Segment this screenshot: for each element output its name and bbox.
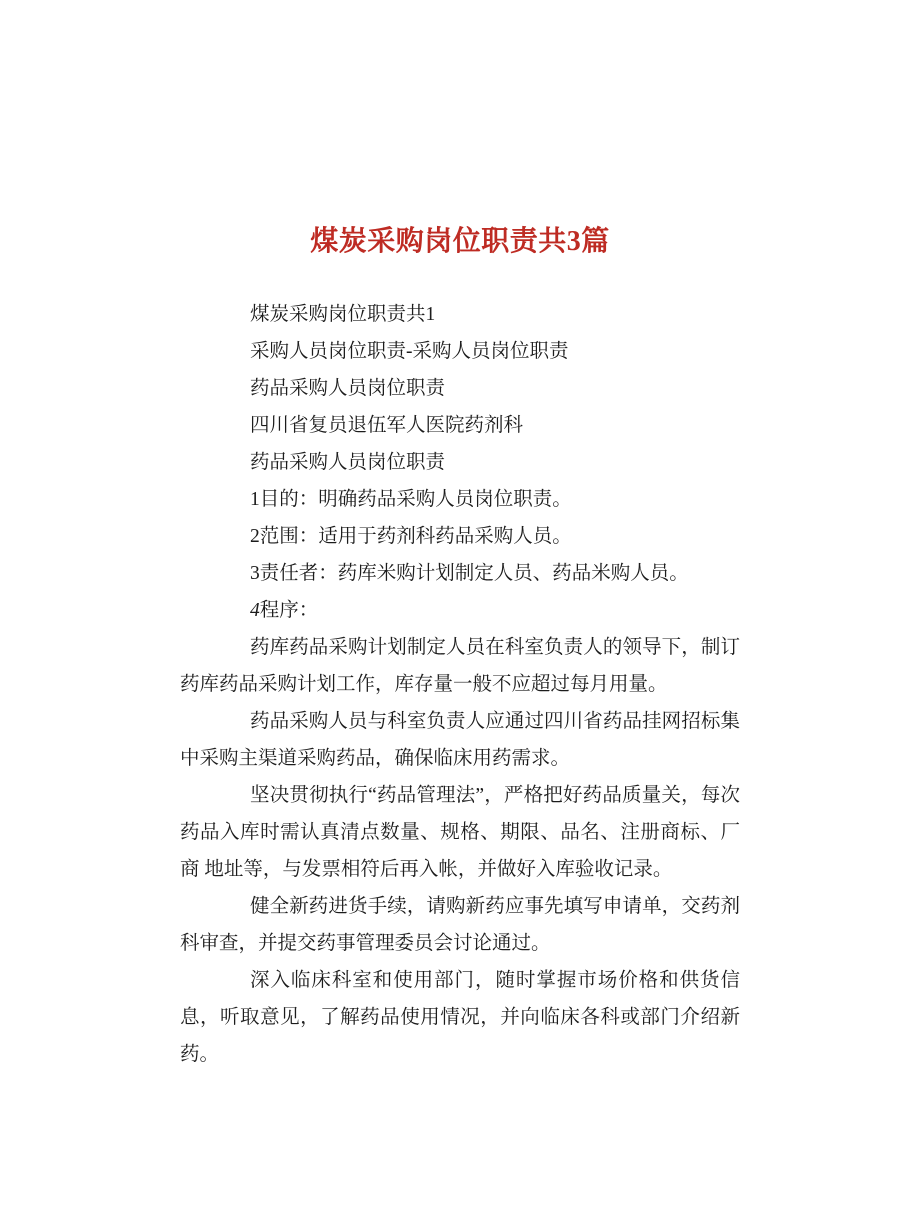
paragraph-2: 采购人员岗位职责-采购人员岗位职责: [250, 341, 569, 362]
paragraph-7: 2范围：适用于药剂科药品采购人员。: [250, 526, 572, 547]
paragraph-6: 1目的：明确药品采购人员岗位职责。: [250, 489, 572, 510]
paragraph-9-italic-number: 4: [250, 600, 260, 621]
paragraph-5: 药品采购人员岗位职责: [250, 452, 446, 473]
document-body: [0, 296, 920, 1073]
paragraph-9-text: 程序：: [259, 600, 319, 621]
paragraph-11: 药品采购人员与科室负责人应通过四川省药品挂网招标集 中采购主渠道采购药品，确保临床用药需求。: [180, 711, 760, 769]
paragraph-14: 深入临床科室和使用部门，随时掌握市场价格和供货信息，听取意见，了解药品使用情况，并向临床各科或部门介绍新药。: [180, 970, 740, 1065]
paragraph-8: 3责任者：药库米购计划制定人员、药品米购人员。: [250, 563, 689, 584]
paragraph-4: 四川省复员退伍军人医院药剂科: [250, 415, 524, 436]
paragraph-1: 煤炭采购岗位职责共1: [250, 304, 436, 325]
paragraph-12: 坚决贯彻执行“药品管理法”，严格把好药品质量关，每次药品入库时需认真清点数量、规格、期限、品名、注册商标、厂商 地址等，与发票相符后再入帐，并做好入库验收记录。: [180, 785, 740, 880]
document-title: 煤炭采购岗位职责共3篇: [310, 226, 610, 257]
paragraph-13: 健全新药进货手续，请购新药应事先填写申请单，交药剂科审查，并提交药事管理委员会讨论通过。: [180, 896, 740, 954]
paragraph-3: 药品采购人员岗位职责: [250, 378, 446, 399]
paragraph-9: [180, 592, 740, 629]
paragraph-10: 药库药品采购计划制定人员在科室负责人的领导下，制订药库药品采购计划工作，库存量一般不应超过每月用量。: [180, 637, 740, 695]
